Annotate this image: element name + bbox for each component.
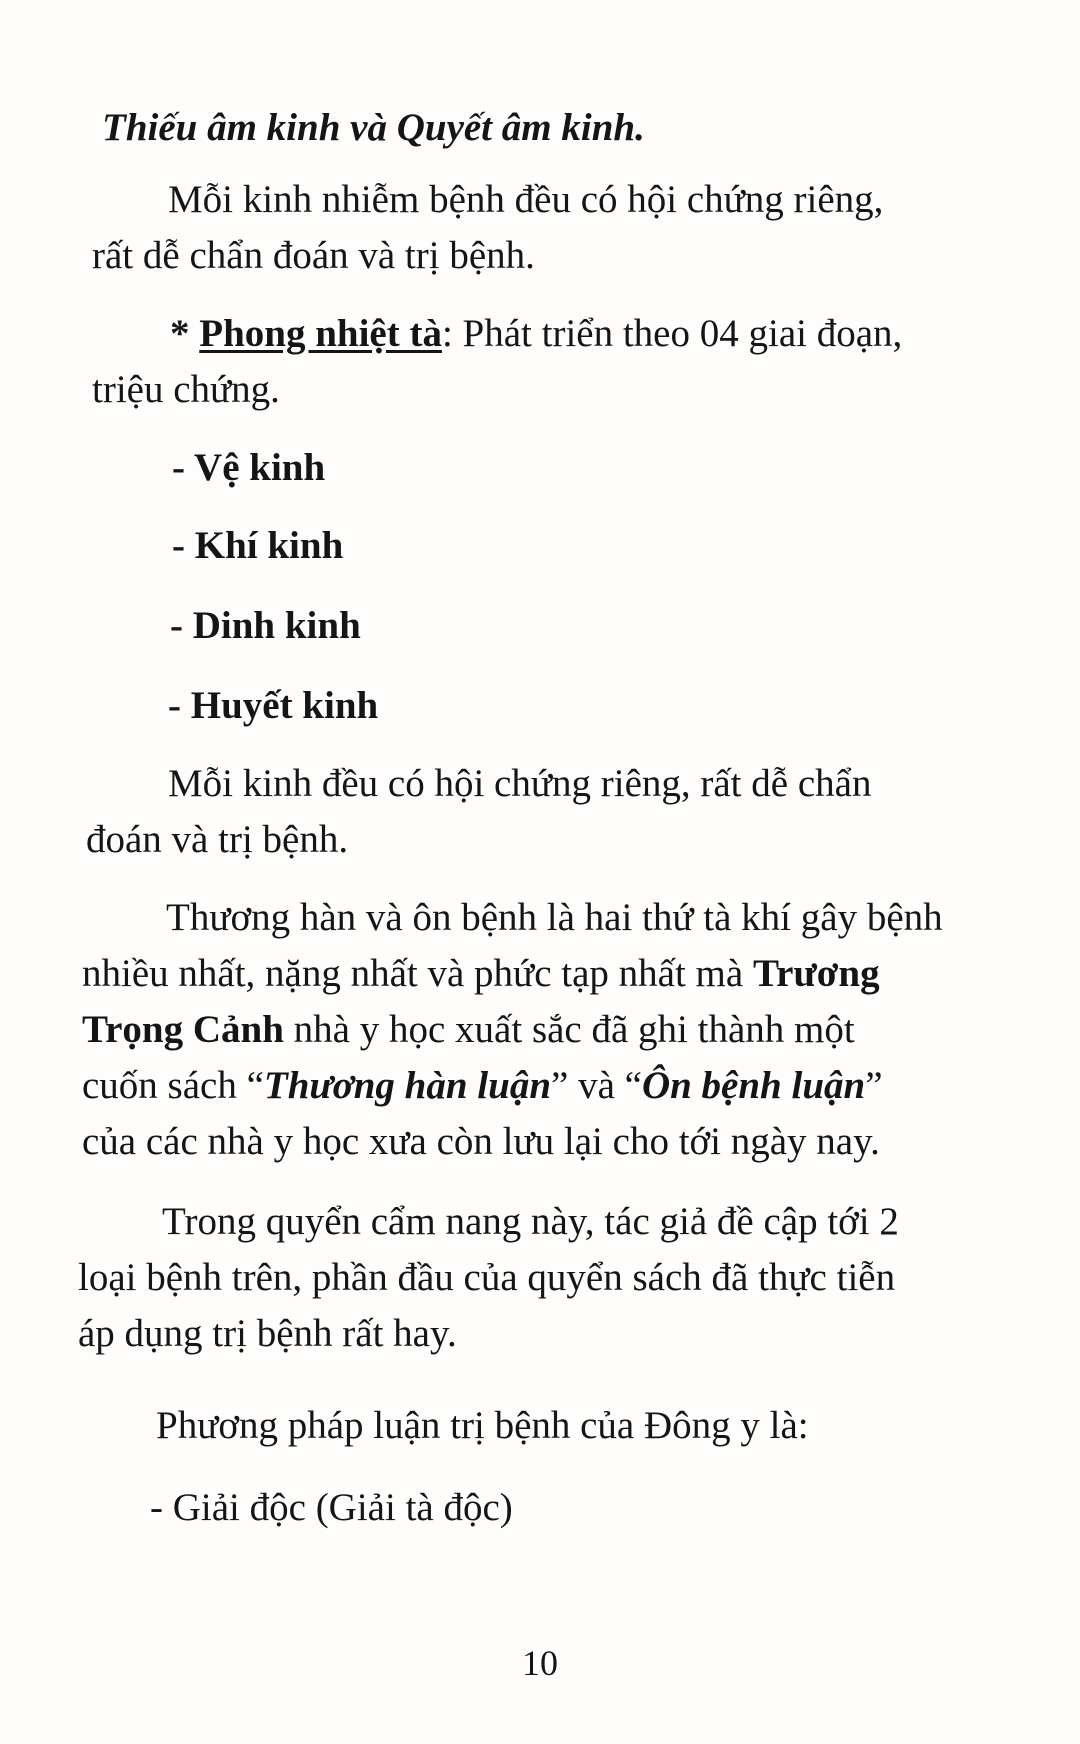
paragraph-1-line-1: Mỗi kinh nhiễm bệnh đều có hội chứng riêng,: [168, 178, 884, 221]
paragraph-4-line-4-text-b: ” và “: [551, 1064, 642, 1107]
paragraph-4-line-4-text-c: ”: [865, 1064, 883, 1107]
paragraph-6: Phương pháp luận trị bệnh của Đông y là:: [156, 1404, 809, 1447]
paragraph-4: [82, 890, 997, 1170]
paragraph-2-line-2: triệu chứng.: [92, 368, 280, 411]
paragraph-3: [86, 756, 997, 868]
book-title-on-benh-luan: Ôn bệnh luận: [641, 1064, 866, 1107]
book-title-thuong-han-luan: Thương hàn luận: [263, 1064, 552, 1107]
stage-item-khi-kinh: - Khí kinh: [172, 524, 344, 567]
paragraph-3-line-1: Mỗi kinh đều có hội chứng riêng, rất dễ chẩn: [168, 762, 872, 805]
author-name-part-1: Trương: [752, 952, 880, 995]
stage-item-huyet-kinh: - Huyết kinh: [168, 684, 379, 727]
heading-line: Thiếu âm kinh và Quyết âm kinh.: [102, 106, 645, 149]
paragraph-4-line-1: Thương hàn và ôn bệnh là hai thứ tà khí gây bệnh: [166, 896, 943, 939]
author-name-part-2: Trọng Cảnh: [82, 1008, 284, 1051]
paragraph-4-line-4-text-a: cuốn sách “: [82, 1064, 264, 1107]
paragraph-2: [92, 306, 997, 418]
page-number: 10: [522, 1643, 558, 1683]
paragraph-1-line-2: rất dễ chẩn đoán và trị bệnh.: [92, 234, 535, 277]
stage-item-ve-kinh: - Vệ kinh: [172, 446, 326, 489]
paragraph-1: [92, 172, 997, 284]
paragraph-4-line-5: của các nhà y học xưa còn lưu lại cho tới ngày nay.: [82, 1120, 880, 1163]
paragraph-3-line-2: đoán và trị bệnh.: [86, 818, 349, 861]
paragraph-5-line-2: loại bệnh trên, phần đầu của quyển sách đã thực tiễn: [78, 1256, 896, 1299]
term-phong-nhiet-ta: Phong nhiệt tà: [199, 312, 442, 355]
paragraph-4-line-3: [82, 1002, 997, 1058]
stage-item-dinh-kinh: - Dinh kinh: [170, 604, 361, 647]
paragraph-2-line-1: [92, 306, 997, 362]
paragraph-7: - Giải độc (Giải tà độc): [150, 1486, 513, 1529]
paragraph-5-line-1: Trong quyển cẩm nang này, tác giả đề cập tới 2: [162, 1200, 899, 1243]
paragraph-4-line-2-text: nhiều nhất, nặng nhất và phức tạp nhất mà: [82, 952, 753, 995]
bullet-marker: *: [170, 312, 200, 355]
paragraph-4-line-3-text: nhà y học xuất sắc đã ghi thành một: [283, 1008, 855, 1051]
paragraph-2-text: : Phát triển theo 04 giai đoạn,: [441, 312, 903, 355]
paragraph-4-line-2: [82, 946, 997, 1002]
paragraph-5-line-3: áp dụng trị bệnh rất hay.: [78, 1312, 457, 1355]
paragraph-5: [78, 1194, 997, 1362]
paragraph-4-line-4: [82, 1058, 997, 1114]
